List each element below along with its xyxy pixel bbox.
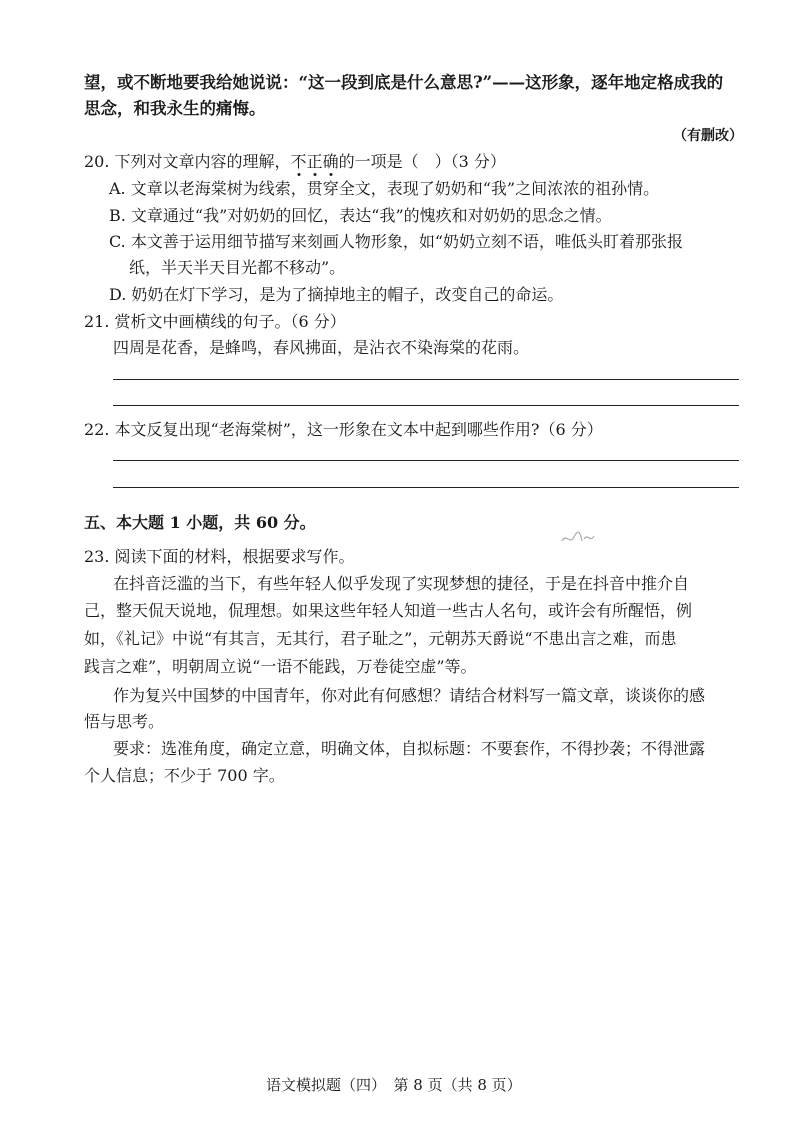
q20-option-a: A. 文章以老海棠树为线索，贯穿全文，表现了奶奶和“我”之间浓浓的祖孙情。 — [109, 179, 660, 198]
q23-material-line: 如，《礼记》中说“有其言，无其行，君子耻之”，元朝苏天爵说“不患出言之难，而患 — [84, 629, 677, 648]
q23-material-line: 践言之难”，明朝周立说“一语不能践，万卷徒空虚”等。 — [84, 657, 477, 676]
emphasis-char: 不 — [290, 152, 307, 171]
q23-material-line: 己，整天侃天说地，侃理想。如果这些年轻人知道一些古人名句，或许会有所醒悟，例 — [84, 601, 693, 620]
q21-sentence: 四周是花香，是蜂鸣，春风拂面，是沾衣不染海棠的花雨。 — [113, 338, 530, 357]
emphasis-char: 确 — [322, 152, 339, 171]
passage-line-1: 望，或不断地要我给她说说：“这一段到底是什么意思?”——这形象，逐年地定格成我的 — [84, 73, 724, 92]
passage-line-2: 思念，和我永生的痛悔。 — [84, 99, 266, 118]
q20-option-d: D. 奶奶在灯下学习，是为了摘掉地主的帽子，改变自己的命运。 — [109, 285, 564, 304]
q20-option-c-cont: 纸，半天半天目光都不移动”。 — [129, 258, 346, 277]
q23-requirement-line: 个人信息；不少于 700 字。 — [84, 766, 285, 785]
source-note: （有删改） — [673, 128, 743, 144]
q23-prompt-line: 悟与思考。 — [84, 712, 165, 731]
pencil-scribble-icon — [560, 527, 600, 549]
q23-material-line: 在抖音泛滥的当下，有些年轻人似乎发现了实现梦想的捷径，于是在抖音中推介自 — [113, 574, 690, 593]
emphasis-char: 正 — [306, 152, 323, 171]
question-21-title: 21. 赏析文中画横线的句子。（6 分） — [84, 312, 346, 331]
q23-requirement-line: 要求：选准角度，确定立意，明确文体，自拟标题：不要套作，不得抄袭；不得泄露 — [113, 739, 706, 758]
question-20-title — [84, 151, 506, 173]
answer-line[interactable] — [113, 379, 739, 380]
question-23-title: 23. 阅读下面的材料，根据要求写作。 — [84, 547, 355, 566]
q20-option-c: C. 本文善于运用细节描写来刻画人物形象，如“奶奶立刻不语，唯低头盯着那张报 — [109, 232, 684, 251]
answer-line[interactable] — [113, 460, 739, 461]
q20-prefix: 20. 下列对文章内容的理解， — [84, 152, 291, 171]
question-22-title: 22. 本文反复出现“老海棠树”，这一形象在文本中起到哪些作用?（6 分） — [84, 420, 603, 439]
q20-suffix: 的一项是（ ）（3 分） — [338, 152, 506, 171]
answer-line[interactable] — [113, 405, 739, 406]
q20-option-b: B. 文章通过“我”对奶奶的回忆，表达“我”的愧疚和对奶奶的思念之情。 — [109, 206, 612, 225]
answer-line[interactable] — [113, 487, 739, 488]
section-5-heading: 五、本大题 1 小题，共 60 分。 — [84, 513, 316, 532]
page-footer: 语文模拟题（四） 第 8 页（共 8 页） — [266, 1076, 522, 1094]
q23-prompt-line: 作为复兴中国梦的中国青年，你对此有何感想？请结合材料写一篇文章，谈谈你的感 — [113, 686, 706, 705]
